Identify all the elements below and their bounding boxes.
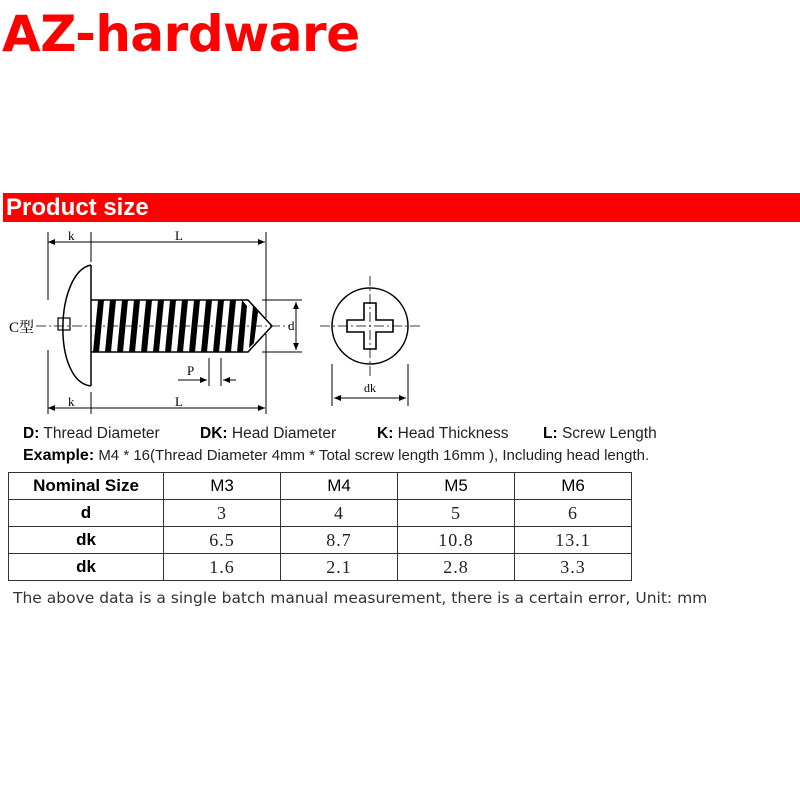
brand-title: AZ-hardware [2,5,360,63]
row-label: dk [9,527,164,554]
table-cell: 3.3 [515,554,632,581]
legend-item-dk: DK: Head Diameter [200,425,337,442]
table-cell: 13.1 [515,527,632,554]
banner-label: Product size [6,194,149,221]
measurement-note: The above data is a single batch manual measurement, there is a certain error, Unit: mm [13,589,708,607]
legend-item-d: D: Thread Diameter [23,425,160,442]
example-text: M4 * 16(Thread Diameter 4mm * Total screw length 16mm ), Including head length. [98,447,650,464]
label-l-top: L [175,228,183,243]
table-row [9,527,632,554]
column-header: M3 [164,473,281,500]
example-key: Example: [23,447,95,464]
label-c-type: C型 [9,320,35,336]
table-cell: 2.1 [281,554,398,581]
table-row [9,554,632,581]
product-size-banner [3,193,800,222]
row-label: dk [9,554,164,581]
legend-item-l: L: Screw Length [543,425,657,442]
label-l-bottom: L [175,394,183,409]
example-line [23,447,649,465]
column-header: M6 [515,473,632,500]
table-cell: 1.6 [164,554,281,581]
table-cell: 6 [515,500,632,527]
label-p: P [187,363,195,378]
column-header: M4 [281,473,398,500]
table-cell: 3 [164,500,281,527]
table-cell: 2.8 [398,554,515,581]
table-cell: 10.8 [398,527,515,554]
table-cell: 5 [398,500,515,527]
table-cell: 8.7 [281,527,398,554]
legend-item-k: K: Head Thickness [377,425,509,442]
table-row [9,500,632,527]
row-label: d [9,500,164,527]
header-nominal-size: Nominal Size [9,473,164,500]
size-table [8,472,632,581]
label-d: d [288,318,295,333]
label-dk: dk [364,381,376,395]
column-header: M5 [398,473,515,500]
table-cell: 6.5 [164,527,281,554]
label-k-top: k [68,228,75,243]
label-k-bottom: k [68,394,75,409]
screw-dimension-drawing [0,222,800,417]
table-cell: 4 [281,500,398,527]
table-header-row [9,473,632,500]
